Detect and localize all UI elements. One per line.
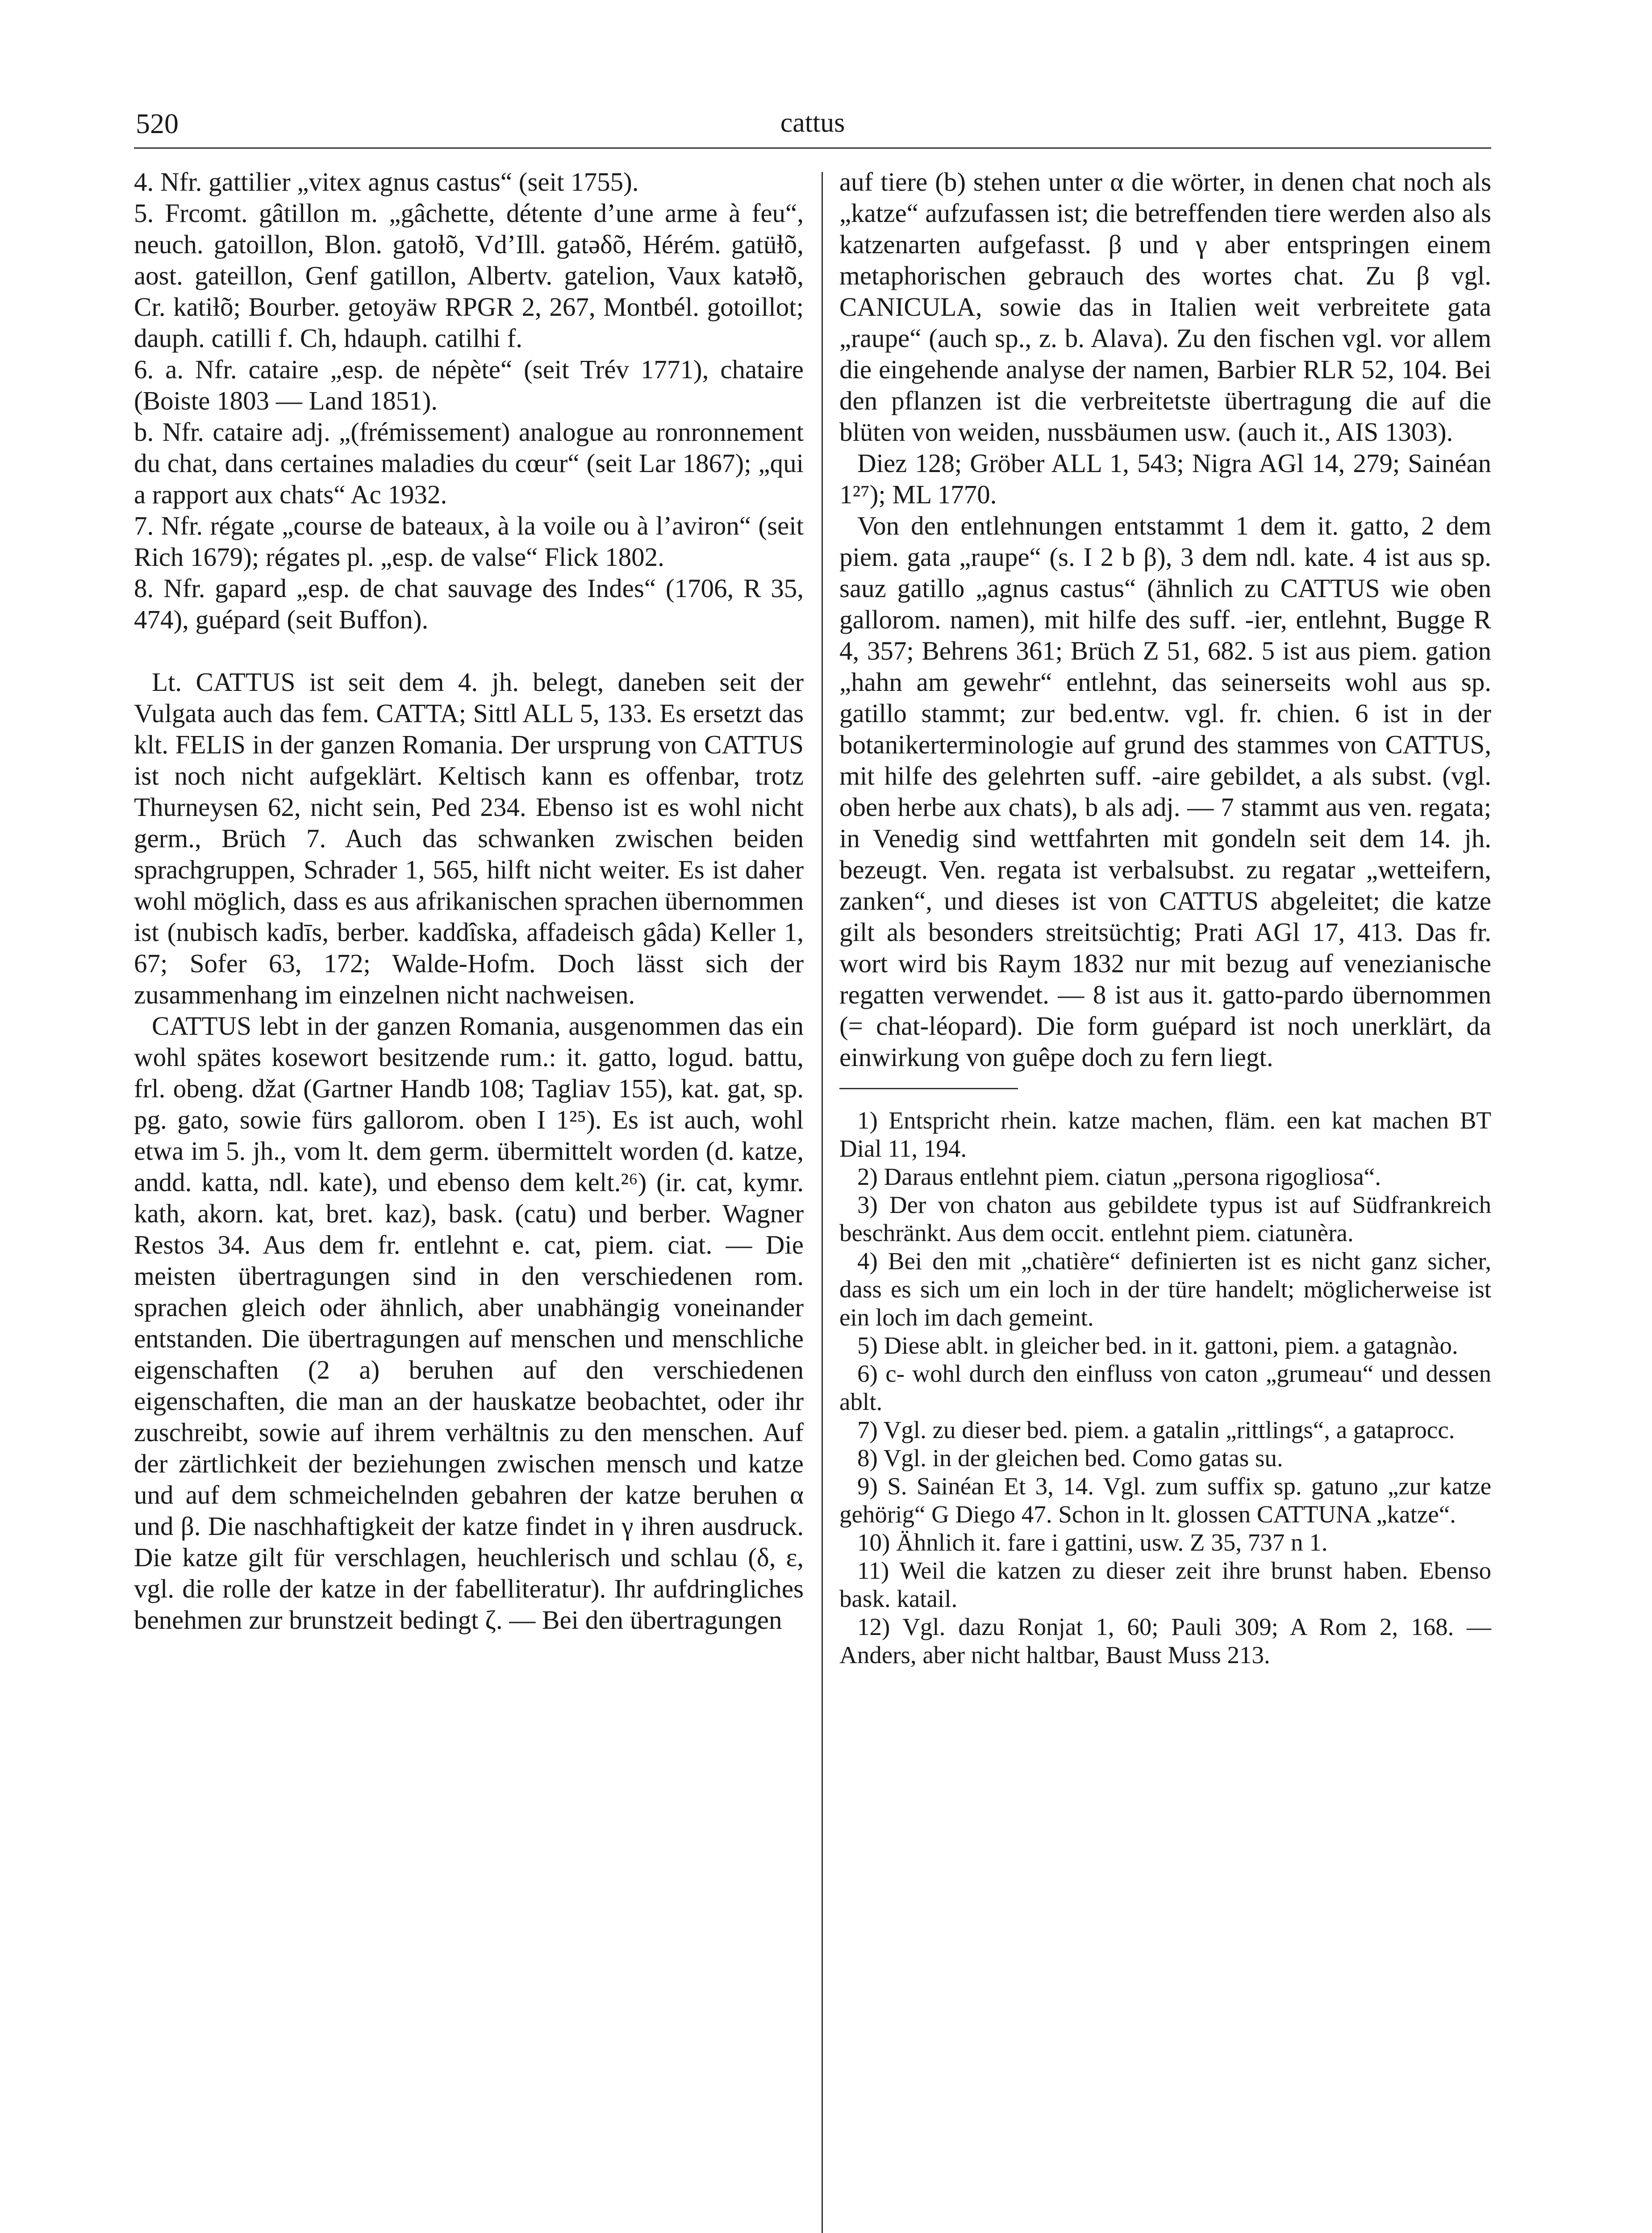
paragraph: 4. Nfr. gattilier „vitex agnus castus“ (seit 1755). [134,167,639,197]
footnote-rule [839,1088,1018,1089]
footnote: 9) S. Sainéan Et 3, 14. Vgl. zum suffix sp. gatuno „zur katze gehörig“ G Diego 47. Schon in lt. glossen CATTUNA „katze“. [839,1472,1491,1528]
paragraph: b. Nfr. cataire adj. „(frémissement) analogue au ronronnement du chat, dans certaines maladies du cœur“ (seit Lar 1867); „qui a rapport aux chats“ Ac 1932. [134,417,804,509]
footnote: 8) Vgl. in der gleichen bed. Como gatas su. [857,1444,1283,1472]
page-number: 520 [136,108,179,139]
footnote: 6) c- wohl durch den einfluss von caton „grumeau“ und dessen ablt. [839,1360,1491,1415]
footnote: 4) Bei den mit „chatière“ definierten ist es nicht ganz sicher, dass es sich um ein loch in der türe handelt; möglicherweise ist ein loch im dach gemeint. [839,1247,1491,1331]
paragraph-gap [134,635,804,666]
column-divider [822,172,823,2233]
footnotes [839,1106,1491,1669]
footnote: 12) Vgl. dazu Ronjat 1, 60; Pauli 309; A Rom 2, 168. — Anders, aber nicht haltbar, Baust Muss 213. [839,1613,1491,1668]
paragraph: auf tiere (b) stehen unter α die wörter, in denen chat noch als „katze“ aufzufassen ist; die betreffenden tiere werden also als katzenarten aufgefasst. β und γ aber entspringen einem metaphorischen gebrauch des wortes chat. Zu β vgl. CANICULA, sowie das in Italien weit verbreitete gata „raupe“ (auch sp., z. b. Alava). Zu den fischen vgl. vor allem die eingehende analyse der namen, Barbier RLR 52, 104. Bei den pflanzen ist die verbreitetste übertragung die auf die blüten von weiden, nussbäumen usw. (auch it., AIS 1303). [839,167,1491,447]
footnote: 7) Vgl. zu dieser bed. piem. a gatalin „rittlings“, a gataprocc. [857,1416,1455,1443]
paragraph: Diez 128; Gröber ALL 1, 543; Nigra AGl 14, 279; Sainéan 1²⁷); ML 1770. [839,448,1491,509]
footnote: 2) Daraus entlehnt piem. ciatun „persona rigogliosa“. [857,1163,1381,1190]
footnote: 5) Diese ablt. in gleicher bed. in it. gattoni, piem. a gatagnào. [857,1332,1458,1359]
running-head: cattus [780,108,845,138]
header-rule [134,147,1491,149]
paragraph: 7. Nfr. régate „course de bateaux, à la voile ou à l’aviron“ (seit Rich 1679); régates pl. „esp. de valse“ Flick 1802. [134,511,804,572]
paragraph: CATTUS lebt in der ganzen Romania, ausgenommen das ein wohl spätes kosewort besitzende rum.: it. gatto, logud. battu, frl. obeng. džat (Gartner Handb 108; Tagliav 155), kat. gat, sp. pg. gato, sowie fürs gallorom. oben I 1²⁵). Es ist auch, wohl etwa im 5. jh., vom lt. dem germ. übermittelt worden (d. katze, andd. katta, ndl. kate), und ebenso dem kelt.²⁶) (ir. cat, kymr. kath, akorn. kat, bret. kaz), bask. (catu) und berber. Wagner Restos 34. Aus dem fr. entlehnt e. cat, piem. ciat. — Die meisten übertragungen sind in den verschiedenen rom. sprachen gleich oder ähnlich, aber unabhängig voneinander entstanden. Die übertragungen auf menschen und menschliche eigenschaften (2 a) beruhen auf den verschiedenen eigenschaften, die man an der hauskatze beobachtet, oder ihr zuschreibt, sowie auf ihrem verhältnis zu den menschen. Auf der zärtlichkeit der beziehungen zwischen mensch und katze und auf dem schmeichelnden gebahren der katze beruhen α und β. Die naschhaftigkeit der katze findet in γ ihren ausdruck. Die katze gilt für verschlagen, heuchlerisch und schlau (δ, ε, vgl. die rolle der katze in der fabelliteratur). Ihr aufdringliches benehmen zur brunstzeit bedingt ζ. — Bei den übertragungen [134,1011,804,1635]
footnote: 3) Der von chaton aus gebildete typus ist auf Südfrankreich beschränkt. Aus dem occit. entlehnt piem. ciatunèra. [839,1191,1491,1246]
page-header [134,104,1491,141]
paragraph: 8. Nfr. gapard „esp. de chat sauvage des Indes“ (1706, R 35, 474), guépard (seit Buffon). [134,573,804,634]
paragraph: 6. a. Nfr. cataire „esp. de népète“ (seit Trév 1771), chataire (Boiste 1803 — Land 1851). [134,355,804,415]
left-column [134,166,804,1635]
footnote: 1) Entspricht rhein. katze machen, fläm. een kat machen BT Dial 11, 194. [839,1107,1491,1162]
paragraph: Von den entlehnungen entstammt 1 dem it. gatto, 2 dem piem. gata „raupe“ (s. I 2 b β), 3 dem ndl. kate. 4 ist aus sp. sauz gatillo „agnus castus“ (ähnlich zu CATTUS wie oben gallorom. namen), mit hilfe des suff. -ier, entlehnt, Bugge R 4, 357; Behrens 361; Brüch Z 51, 682. 5 ist aus piem. gation „hahn am gewehr“ entlehnt, das seinerseits wohl aus sp. gatillo stammt; zur bed.entw. vgl. fr. chien. 6 ist in der botanikerterminologie auf grund des stammes von CATTUS, mit hilfe des gelehrten suff. -aire gebildet, a als subst. (vgl. oben herbe aux chats), b als adj. — 7 stammt aus ven. regata; in Venedig sind wettfahrten mit gondeln seit dem 14. jh. bezeugt. Ven. regata ist verbalsubst. zu regatar „wetteifern, zanken“, und dieses ist von CATTUS abgeleitet; die katze gilt als besonders streitsüchtig; Prati AGl 17, 413. Das fr. wort wird bis Raym 1832 nur mit bezug auf venezianische regatten verwendet. — 8 ist aus it. gatto-pardo übernommen (= chat-léopard). Die form guépard ist noch unerklärt, da einwirkung von guêpe doch zu fern liegt. [839,511,1491,1072]
paragraph: Lt. CATTUS ist seit dem 4. jh. belegt, daneben seit der Vulgata auch das fem. CATTA; Sittl ALL 5, 133. Es ersetzt das klt. FELIS in der ganzen Romania. Der ursprung von CATTUS ist noch nicht aufgeklärt. Keltisch kann es offenbar, trotz Thurneysen 62, nicht sein, Ped 234. Ebenso ist es wohl nicht germ., Brüch 7. Auch das schwanken zwischen beiden sprachgruppen, Schrader 1, 565, hilft nicht weiter. Es ist daher wohl möglich, dass es aus afrikanischen sprachen übernommen ist (nubisch kadīs, berber. kaddîska, affadeisch gâda) Keller 1, 67; Sofer 63, 172; Walde-Hofm. Doch lässt sich der zusammenhang im einzelnen nicht nachweisen. [134,667,804,1009]
right-column [839,166,1491,1669]
footnote: 11) Weil die katzen zu dieser zeit ihre brunst haben. Ebenso bask. katail. [839,1557,1491,1612]
paragraph: 5. Frcomt. gâtillon m. „gâchette, détente d’une arme à feu“, neuch. gatoillon, Blon. gatoƚõ, Vd’Ill. gatəδõ, Hérém. gatüƚõ, aost. gateillon, Genf gatillon, Albertv. gatelion, Vaux katəƚõ, Cr. katiƚõ; Bourber. getoyäw RPGR 2, 267, Montbél. gotoillot; dauph. catilli f. Ch, hdauph. catilhi f. [134,198,804,353]
footnote: 10) Ähnlich it. fare i gattini, usw. Z 35, 737 n 1. [857,1529,1328,1556]
